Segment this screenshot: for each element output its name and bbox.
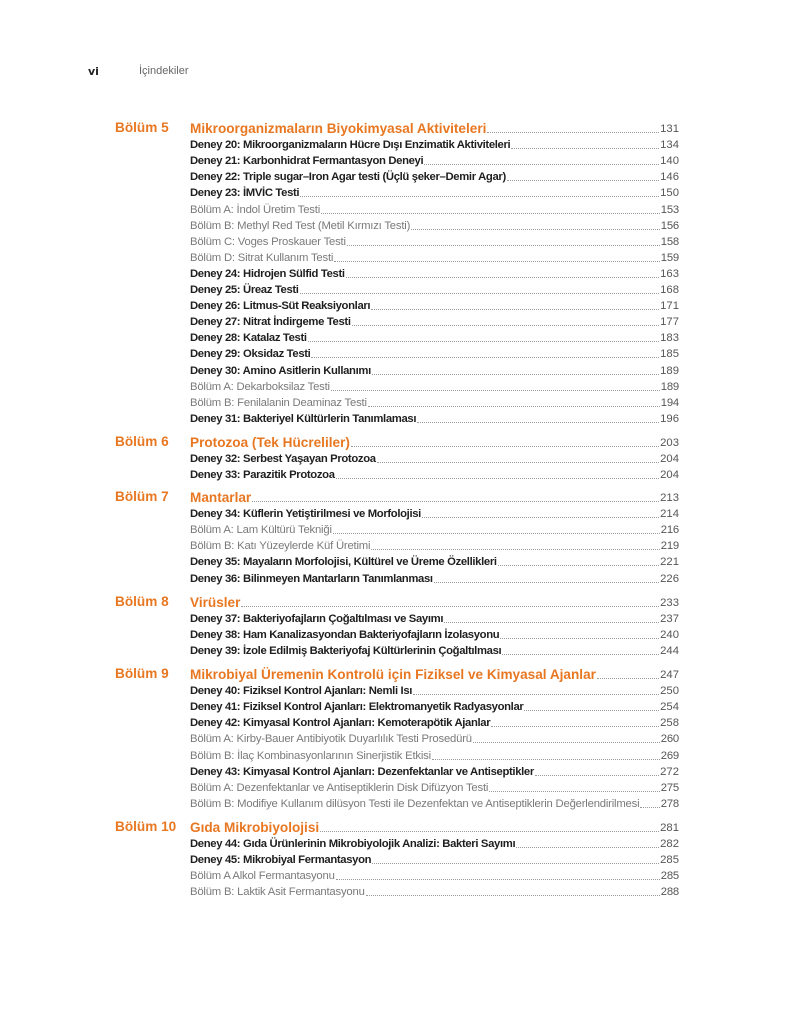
experiment-entry-label: Deney 33: Parazitik Protozoa [190,469,335,482]
part-entry-label: Bölüm A: Lam Kültürü Tekniği [190,524,332,537]
experiment-entry[interactable] [190,265,679,281]
experiment-entry-label: Deney 22: Triple sugar–Iron Agar testi (Üçlü şeker–Demir Agar) [190,171,506,184]
part-entry[interactable] [190,747,679,763]
dot-leader [507,180,659,181]
chapter-title[interactable] [190,434,679,450]
page-ref: 183 [660,332,679,345]
page-ref: 214 [660,508,679,521]
page-ref: 285 [660,870,679,883]
experiment-entry-label: Deney 39: İzole Edilmiş Bakteriyofaj Kültürlerinin Çoğaltılması [190,645,502,658]
experiment-entry[interactable] [190,835,679,851]
page-ref: 275 [660,781,679,794]
page-ref: 203 [660,437,679,449]
chapter-number: Bölüm 6 [115,434,169,449]
dot-leader [597,678,659,679]
dot-leader [300,293,660,294]
dot-leader [432,759,660,760]
dot-leader [334,261,660,262]
dot-leader [489,791,660,792]
experiment-entry[interactable] [190,626,679,642]
dot-leader [333,533,660,534]
part-entry-label: Bölüm D: Sitrat Kullanım Testi [190,251,334,264]
experiment-entry[interactable] [190,682,679,698]
dot-leader [511,148,659,149]
experiment-entry-label: Deney 23: İMVİC Testi [190,187,300,200]
dot-leader [417,422,659,423]
part-entry-label: Bölüm A Alkol Fermantasyonu [190,870,335,883]
page-ref: 254 [660,701,679,714]
page-ref: 213 [660,492,679,504]
dot-leader [308,341,659,342]
part-entry[interactable] [190,730,679,746]
experiment-entry[interactable] [190,450,679,466]
part-entry[interactable] [190,217,679,233]
dot-leader [411,229,660,230]
part-entry[interactable] [190,867,679,883]
page-ref: 250 [660,685,679,698]
page-ref: 159 [660,251,679,264]
page-ref: 260 [660,733,679,746]
dot-leader [434,582,659,583]
experiment-entry[interactable] [190,714,679,730]
part-entry-label: Bölüm B: Modifiye Kullanım dilüsyon Testi ile Dezenfektan ve Antiseptiklerin Değerlendirilmesi [190,797,640,810]
page-ref: 226 [660,572,679,585]
dot-leader [351,446,659,447]
experiment-entry[interactable] [190,184,679,200]
dot-leader [640,807,659,808]
page-ref: 156 [660,219,679,232]
experiment-entry-label: Deney 27: Nitrat İndirgeme Testi [190,316,351,329]
experiment-entry-label: Deney 29: Oksidaz Testi [190,348,311,361]
dot-leader [311,357,659,358]
experiment-entry[interactable] [190,610,679,626]
part-entry[interactable] [190,521,679,537]
dot-leader [444,622,659,623]
experiment-entry[interactable] [190,152,679,168]
page-ref: 177 [660,316,679,329]
dot-leader [352,325,660,326]
page-ref: 281 [660,822,679,834]
page-ref: 189 [660,364,679,377]
part-entry-label: Bölüm A: İndol Üretim Testi [190,203,321,216]
dot-leader [346,277,659,278]
experiment-entry-label: Deney 28: Katalaz Testi [190,332,307,345]
part-entry[interactable] [190,249,679,265]
dot-leader [413,694,659,695]
part-entry[interactable] [190,795,679,811]
part-entry[interactable] [190,779,679,795]
experiment-entry-label: Deney 44: Gıda Ürünlerinin Mikrobiyolojik Analizi: Bakteri Sayımı [190,838,516,851]
page-ref: 196 [660,412,679,425]
part-entry[interactable] [190,394,679,410]
part-entry-label: Bölüm B: Katı Yüzeylerde Küf Üretimi [190,540,371,553]
experiment-entry-label: Deney 25: Üreaz Testi [190,284,299,296]
dot-leader [366,895,660,896]
experiment-entry-label: Deney 45: Mikrobiyal Fermantasyon [190,854,372,867]
page-ref: 146 [660,171,679,184]
experiment-entry-label: Deney 21: Karbonhidrat Fermantasyon Deneyi [190,155,424,168]
experiment-entry-label: Deney 31: Bakteriyel Kültürlerin Tanımlaması [190,412,417,425]
part-entry[interactable] [190,201,679,217]
page-ref: 240 [660,629,679,642]
page-ref: 131 [660,123,679,135]
experiment-entry[interactable] [190,313,679,329]
experiment-entry-label: Deney 35: Mayaların Morfolojisi, Kültürel ve Üreme Özellikleri [190,556,497,569]
dot-leader [347,245,660,246]
page-ref: 204 [660,469,679,482]
experiment-entry[interactable] [190,168,679,184]
dot-leader [371,309,659,310]
dot-leader [377,462,659,463]
dot-leader [500,638,659,639]
experiment-entry-label: Deney 30: Amino Asitlerin Kullanımı [190,364,371,377]
experiment-entry[interactable] [190,570,679,586]
experiment-entry[interactable] [190,505,679,521]
part-entry-label: Bölüm B: Laktik Asit Fermantasyonu [190,886,365,899]
page-ref: 185 [660,348,679,361]
experiment-entry[interactable] [190,297,679,313]
experiment-entry[interactable] [190,466,679,482]
experiment-entry[interactable] [190,410,679,426]
dot-leader [241,606,659,607]
page-ref: 269 [660,749,679,762]
page-ref: 244 [660,645,679,658]
part-entry-label: Bölüm A: Dekarboksilaz Testi [190,380,330,393]
dot-leader [498,565,659,566]
dot-leader [491,726,659,727]
page-ref: 216 [660,524,679,537]
chapter-title[interactable] [190,489,679,505]
page-ref: 247 [660,669,679,681]
part-entry-label: Bölüm B: İlaç Kombinasyonlarının Sinerjistik Etkisi [190,749,431,762]
page-ref: 153 [660,203,679,216]
dot-leader [516,847,659,848]
experiment-entry[interactable] [190,553,679,569]
running-header-title: İçindekiler [139,65,189,77]
dot-leader [336,478,659,479]
page-ref: 150 [660,187,679,200]
chapter-title-label: Mikroorganizmaların Biyokimyasal Aktiviteleri [190,121,487,136]
chapter-title-label: Mikrobiyal Üremenin Kontrolü için Fiziksel ve Kimyasal Ajanlar [190,667,596,682]
dot-leader [371,549,659,550]
chapter-title[interactable] [190,594,679,610]
dot-leader [372,374,659,375]
chapter-number: Bölüm 9 [115,666,169,681]
chapter-title-label: Virüsler [190,595,241,610]
dot-leader [487,132,659,133]
experiment-entry-label: Deney 36: Bilinmeyen Mantarların Tanımlanması [190,572,433,585]
page-ref: 134 [660,139,679,152]
experiment-entry[interactable] [190,362,679,378]
dot-leader [535,775,659,776]
page-ref: 140 [660,155,679,168]
experiment-entry[interactable] [190,329,679,345]
experiment-entry-label: Deney 24: Hidrojen Sülfid Testi [190,267,345,280]
part-entry-label: Bölüm C: Voges Proskauer Testi [190,235,346,248]
part-entry[interactable] [190,233,679,249]
page-ref: 258 [660,717,679,730]
dot-leader [424,164,659,165]
page-ref: 158 [660,235,679,248]
dot-leader [473,742,660,743]
dot-leader [331,390,660,391]
experiment-entry[interactable] [190,136,679,152]
experiment-entry-label: Deney 40: Fiziksel Kontrol Ajanları: Nemli Isı [190,685,413,698]
dot-leader [321,213,660,214]
dot-leader [300,196,659,197]
page-ref: 163 [660,267,679,280]
chapter-title-label: Mantarlar [190,490,252,505]
experiment-entry-label: Deney 42: Kimyasal Kontrol Ajanları: Kemoterapötik Ajanlar [190,717,491,730]
experiment-entry-label: Deney 20: Mikroorganizmaların Hücre Dışı Enzimatik Aktiviteleri [190,139,511,152]
part-entry-label: Bölüm A: Dezenfektanlar ve Antiseptiklerin Disk Difüzyon Testi [190,781,489,794]
experiment-entry[interactable] [190,851,679,867]
experiment-entry-label: Deney 41: Fiziksel Kontrol Ajanları: Elektromanyetik Radyasyonlar [190,701,524,714]
dot-leader [502,654,659,655]
page-ref: 233 [660,597,679,609]
dot-leader [252,501,659,502]
page-ref: 219 [660,540,679,553]
part-entry[interactable] [190,883,679,899]
chapter-title-label: Gıda Mikrobiyolojisi [190,820,320,835]
page-ref: 278 [660,797,679,810]
dot-leader [336,879,660,880]
part-entry-label: Bölüm B: Fenilalanin Deaminaz Testi [190,396,367,409]
page-ref: 189 [660,380,679,393]
chapter-number: Bölüm 7 [115,489,169,504]
chapter-title[interactable] [190,819,679,835]
part-entry[interactable] [190,378,679,394]
experiment-entry[interactable] [190,642,679,658]
part-entry-label: Bölüm A: Kirby-Bauer Antibiyotik Duyarlılık Testi Prosedürü [190,733,472,746]
chapter-number: Bölüm 5 [115,120,169,135]
experiment-entry-label: Deney 37: Bakteriyofajların Çoğaltılması ve Sayımı [190,613,444,626]
chapter-number: Bölüm 10 [115,819,177,834]
dot-leader [320,831,659,832]
page-ref: 237 [660,613,679,626]
part-entry-label: Bölüm B: Methyl Red Test (Metil Kırmızı Testi) [190,219,411,232]
part-entry[interactable] [190,537,679,553]
chapter-number: Bölüm 8 [115,594,169,609]
dot-leader [524,710,659,711]
page-ref: 171 [660,300,679,313]
chapter-title[interactable] [190,120,679,136]
page-ref: 168 [660,284,679,296]
experiment-entry-label: Deney 34: Küflerin Yetiştirilmesi ve Morfolojisi [190,508,421,521]
experiment-entry-label: Deney 26: Litmus-Süt Reaksiyonları [190,300,371,313]
page-ref: 204 [660,453,679,466]
page-ref: 282 [660,838,679,851]
experiment-entry-label: Deney 38: Ham Kanalizasyondan Bakteriyofajların İzolasyonu [190,629,500,642]
page-number: vi [88,65,99,78]
experiment-entry-label: Deney 43: Kimyasal Kontrol Ajanları: Dezenfektanlar ve Antiseptikler [190,765,534,778]
page-ref: 285 [660,854,679,867]
experiment-entry[interactable] [190,698,679,714]
chapter-title[interactable] [190,666,679,682]
experiment-entry[interactable] [190,345,679,361]
page-ref: 221 [660,556,679,569]
page-ref: 272 [660,765,679,778]
dot-leader [422,517,659,518]
dot-leader [372,863,659,864]
dot-leader [368,406,660,407]
experiment-entry-label: Deney 32: Serbest Yaşayan Protozoa [190,453,376,466]
page-ref: 288 [660,886,679,899]
chapter-title-label: Protozoa (Tek Hücreliler) [190,435,350,450]
experiment-entry[interactable] [190,763,679,779]
experiment-entry[interactable] [190,281,679,297]
page-ref: 194 [660,396,679,409]
